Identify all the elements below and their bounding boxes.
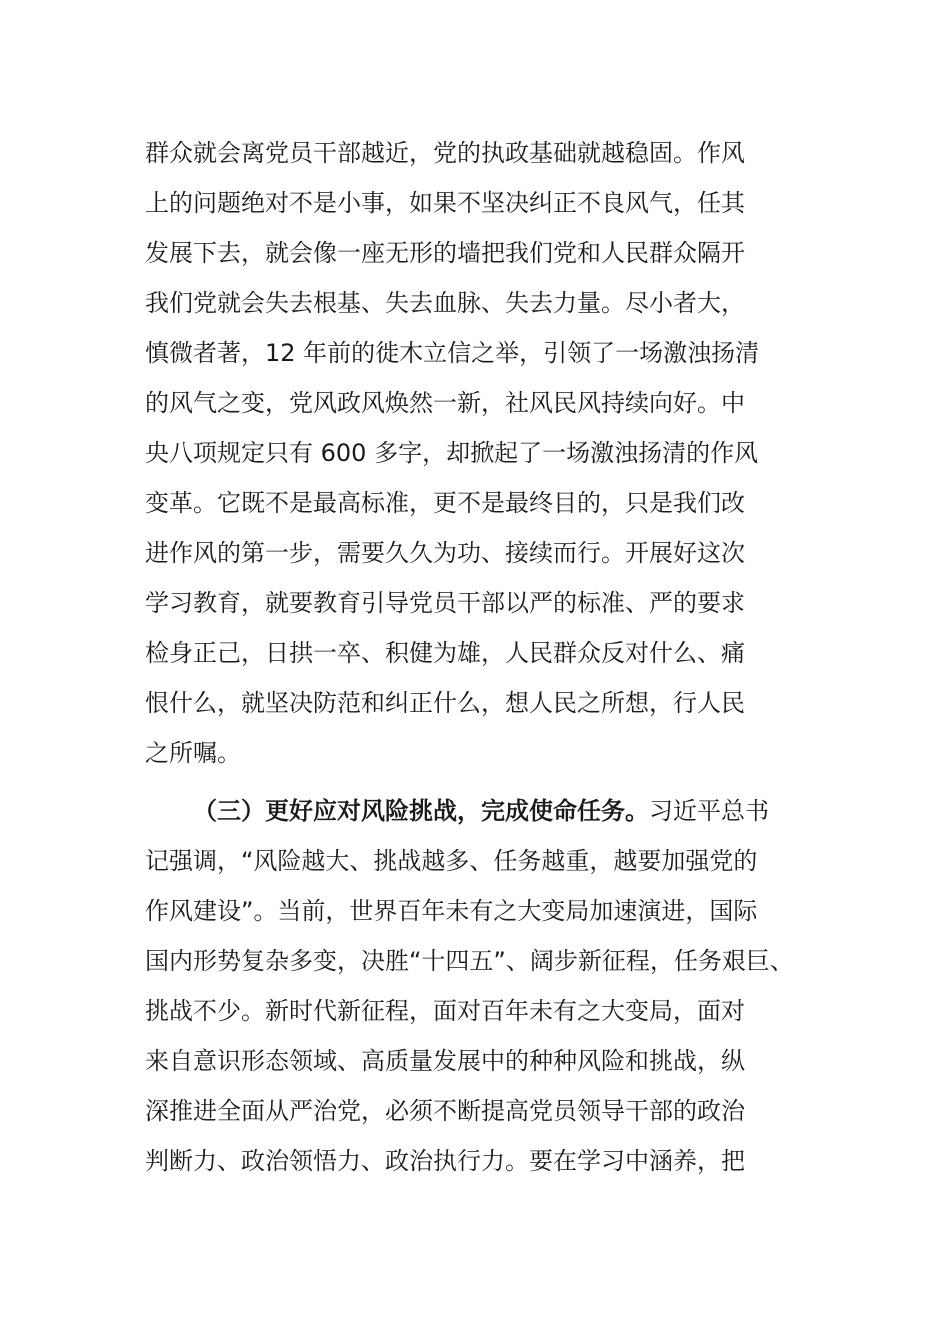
paragraph-first-line — [145, 786, 835, 836]
paragraph-2 — [145, 786, 835, 1186]
paragraph-line: 判断力、政治领悟力、政治执行力。要在学习中涵养，把 — [145, 1147, 745, 1175]
paragraph-line: 我们党就会失去根基、失去血脉、失去力量。尽小者大， — [145, 289, 745, 317]
paragraph-line: 进作风的第一步，需要久久为功、接续而行。开展好这次 — [145, 539, 745, 567]
heading-rest-text: 习近平总书 — [649, 797, 769, 825]
paragraph-line: 央八项规定只有 600 多字，却掀起了一场激浊扬清的作风 — [145, 439, 759, 467]
paragraph-line: 检身正己，日拱一卒、积健为雄，人民群众反对什么、痛 — [145, 639, 745, 667]
paragraph-line: 上的问题绝对不是小事，如果不坚决纠正不良风气，任其 — [145, 189, 745, 217]
paragraph-line: 挑战不少。新时代新征程，面对百年未有之大变局，面对 — [145, 997, 745, 1025]
paragraph-line: 记强调，“风险越大、挑战越多、任务越重，越要加强党的 — [145, 847, 758, 875]
paragraph-line: 发展下去，就会像一座无形的墙把我们党和人民群众隔开 — [145, 239, 745, 267]
paragraph-line: 深推进全面从严治党，必须不断提高党员领导干部的政治 — [145, 1097, 745, 1125]
paragraph-line: 之所嘱。 — [145, 739, 241, 767]
paragraph-line: 来自意识形态领域、高质量发展中的种种风险和挑战，纵 — [145, 1047, 745, 1075]
paragraph-line: 慎微者著，12 年前的徙木立信之举，引领了一场激浊扬清 — [145, 339, 760, 367]
section-heading: （三）更好应对风险挑战，完成使命任务。 — [193, 797, 649, 825]
paragraph-line: 恨什么，就坚决防范和纠正什么，想人民之所想，行人民 — [145, 689, 745, 717]
paragraph-line: 国内形势复杂多变，决胜“十四五”、阔步新征程，任务艰巨、 — [145, 947, 794, 975]
paragraph-line: 学习教育，就要教育引导党员干部以严的标准、严的要求 — [145, 589, 745, 617]
paragraph-line: 作风建设”。当前，世界百年未有之大变局加速演进，国际 — [145, 897, 758, 925]
paragraph-line: 群众就会离党员干部越近，党的执政基础就越稳固。作风 — [145, 139, 745, 167]
paragraph-line: 变革。它既不是最高标准，更不是最终目的，只是我们改 — [145, 489, 745, 517]
paragraph-1 — [145, 128, 835, 778]
paragraph-line: 的风气之变，党风政风焕然一新，社风民风持续向好。中 — [145, 389, 745, 417]
